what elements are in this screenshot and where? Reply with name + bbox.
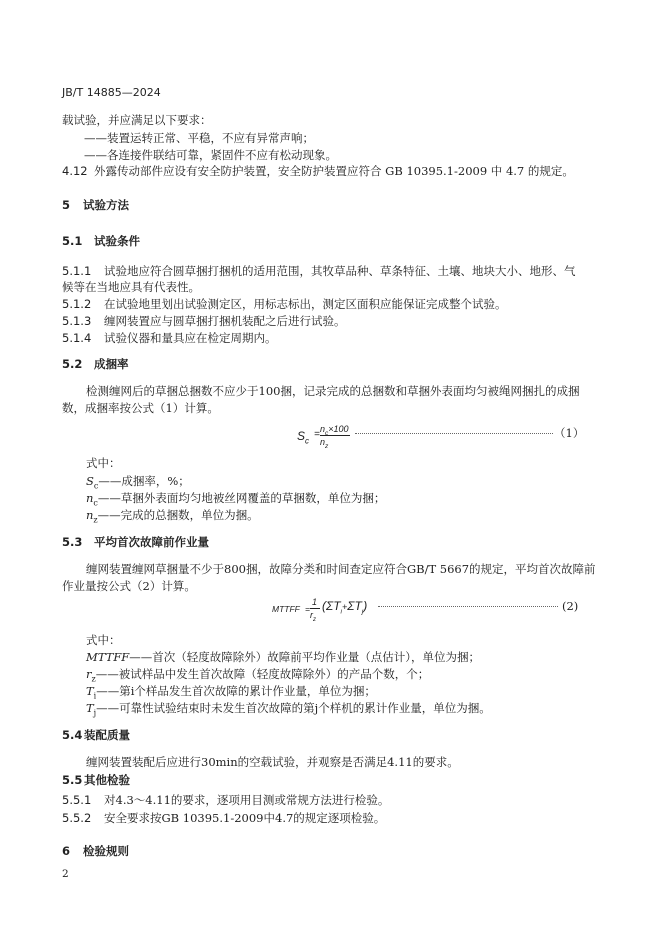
paragraph-intro: 载试验，并应满足以下要求： bbox=[62, 113, 212, 127]
subsection-title: 其他检验 bbox=[84, 773, 130, 787]
subsection-number: 5.2 bbox=[62, 357, 83, 371]
definition-item: $n_c——$草捆外表面均匀地被丝网覆盖的草捆数，单位为捆； bbox=[86, 491, 386, 508]
paragraph: 缠网装置装配后应进行30min的空载试验，并观察是否满足4.11的要求。 bbox=[86, 755, 459, 769]
clause-text: 缠网装置应与圆草捆打捆机装配之后进行试验。 bbox=[104, 314, 346, 328]
subsection-title: 试验条件 bbox=[94, 234, 140, 248]
formula-label: （1） bbox=[554, 426, 585, 440]
clause-text: 在试验地里划出试验测定区，用标志标出，测定区面积应能保证完成整个试验。 bbox=[104, 297, 507, 311]
subsection-title: 成捆率 bbox=[94, 357, 129, 371]
paragraph: 缠网装置缠网草捆量不少于800捆，故障分类和时间查定应符合GB/T 5667的规定，平均首次故障前 bbox=[86, 562, 596, 576]
bullet-item: ——装置运转正常、平稳，不应有异常声响； bbox=[84, 131, 314, 145]
where-label: 式中： bbox=[86, 456, 121, 470]
clause-text: 安全要求按GB 10395.1-2009中4.7的规定逐项检验。 bbox=[104, 811, 386, 825]
clause-number: 5.5.2 bbox=[62, 811, 92, 825]
clause-text: 对4.3～4.11的要求，逐项用目测或常规方法进行检验。 bbox=[104, 793, 390, 807]
document-code: JB/T 14885—2024 bbox=[62, 86, 161, 99]
subsection-number: 5.3 bbox=[62, 535, 83, 549]
section-number: 6 bbox=[62, 844, 71, 858]
clause-text: 试验仪器和量具应在检定周期内。 bbox=[104, 331, 277, 345]
definition-item: $n_z——$完成的总捆数，单位为捆。 bbox=[86, 508, 259, 525]
clause-number: 5.1.2 bbox=[62, 297, 92, 311]
clause-number: 5.1.3 bbox=[62, 314, 92, 328]
subsection-number: 5.1 bbox=[62, 234, 83, 248]
fraction-bar bbox=[310, 608, 320, 609]
subsection-number: 5.4 bbox=[62, 728, 83, 742]
section-title: 检验规则 bbox=[83, 844, 129, 858]
section-title: 试验方法 bbox=[83, 198, 129, 212]
leader-dots bbox=[355, 433, 553, 434]
fraction-bar bbox=[320, 435, 350, 436]
definition-item: $S_c——$成捆率，%； bbox=[86, 474, 190, 491]
section-number: 5 bbox=[62, 198, 71, 212]
page-number: 2 bbox=[62, 868, 69, 880]
paragraph-continued: 作业量按公式（2）计算。 bbox=[62, 579, 196, 593]
subsection-title: 装配质量 bbox=[84, 728, 130, 742]
subsection-number: 5.5 bbox=[62, 773, 83, 787]
formula-label: (2) bbox=[562, 599, 579, 613]
clause-text: 试验地应符合圆草捆打捆机的适用范围，其牧草品种、草条特征、土壤、地块大小、地形、气 bbox=[104, 264, 576, 278]
where-label: 式中： bbox=[86, 633, 121, 647]
subsection-title: 平均首次故障前作业量 bbox=[94, 535, 209, 549]
definition-item: $T_i——$第i个样品发生首次故障的累计作业量，单位为捆； bbox=[86, 684, 376, 701]
clause-number: 5.5.1 bbox=[62, 793, 92, 807]
clause-text: 外露传动部件应设有安全防护装置，安全防护装置应符合 GB 10395.1-2009 中 4.7 的规定。 bbox=[94, 164, 574, 178]
definition-item: MTTFF——首次（轻度故障除外）故障前平均作业量（点估计），单位为捆； bbox=[86, 650, 481, 664]
paragraph: 检测缠网后的草捆总捆数不应少于100捆，记录完成的总捆数和草捆外表面均匀被绳网捆扎的成捆 bbox=[86, 384, 580, 398]
clause-number: 5.1.4 bbox=[62, 331, 92, 345]
bullet-item: ——各连接件联结可靠，紧固件不应有松动现象。 bbox=[84, 148, 337, 162]
clause-number: 5.1.1 bbox=[62, 264, 92, 278]
definition-item: $T_j——$可靠性试验结束时未发生首次故障的第j个样机的累计作业量，单位为捆。 bbox=[86, 701, 491, 718]
leader-dots bbox=[378, 606, 558, 607]
paragraph-continued: 数，成捆率按公式（1）计算。 bbox=[62, 401, 219, 415]
clause-text-continued: 候等在当地应具有代表性。 bbox=[62, 280, 200, 294]
clause-number: 4.12 bbox=[62, 164, 88, 178]
definition-item: $r_z——$被试样品中发生首次故障（轻度故障除外）的产品个数，个； bbox=[86, 667, 430, 684]
